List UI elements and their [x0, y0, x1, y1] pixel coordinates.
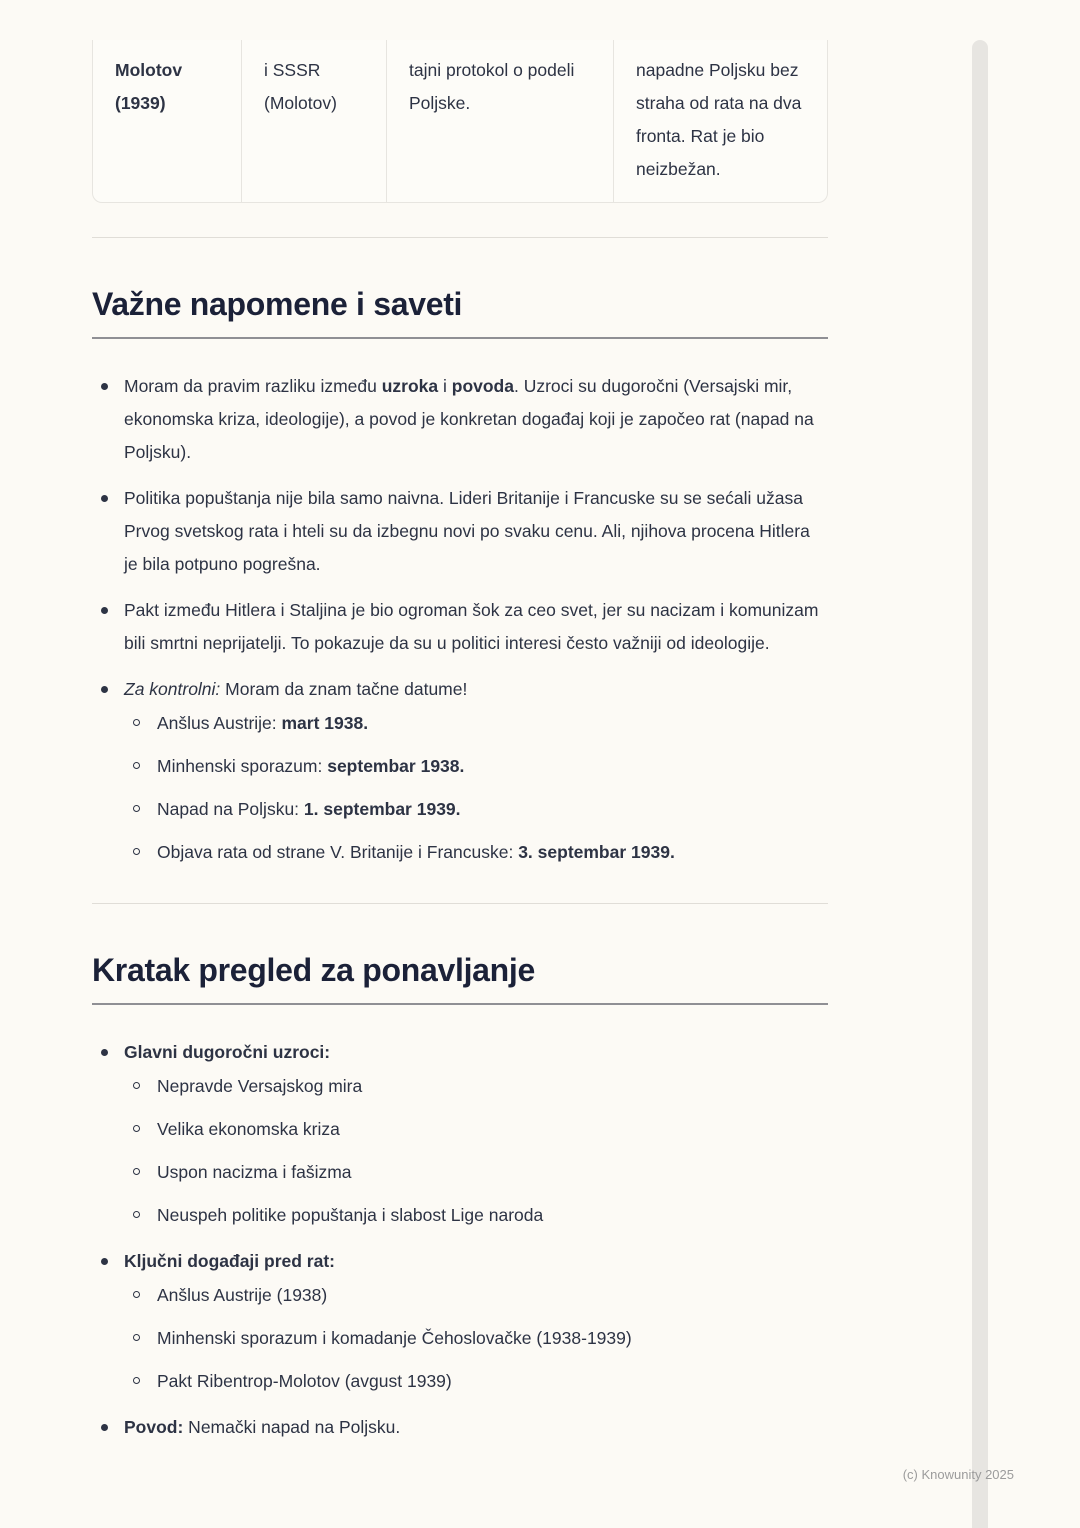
document-content: [92, 0, 828, 1457]
text-segment: . Uzroci su dugoročni (Versajski mir, ekonomska kriza, ideologije), a povod je konkretan događaj koji je započeo rat (napad na Poljsku).: [124, 376, 814, 462]
section-divider: [92, 237, 828, 238]
sublist-item: [124, 793, 828, 826]
text-segment: Neuspeh politike popuštanja i slabost Lige naroda: [157, 1205, 544, 1225]
text-segment: Anšlus Austrije (1938): [157, 1285, 328, 1305]
bold-segment: Ključni događaji pred rat:: [124, 1251, 335, 1271]
table-cell-content: tajni protokol o podeli Poljske.: [386, 40, 613, 202]
italic-segment: Za kontrolni:: [124, 679, 221, 699]
text-segment: Nemački napad na Poljsku.: [183, 1417, 401, 1437]
sublist-item: [124, 707, 828, 740]
events-sublist: [124, 1279, 828, 1398]
review-section-title: Kratak pregled za ponavljanje: [92, 952, 536, 988]
bold-segment: 3. septembar 1939.: [518, 842, 675, 862]
text-segment: Politika popuštanja nije bila samo naivna. Lideri Britanije i Francuske su se sećali užasa Prvog svetskog rata i hteli su da izbegnu novi po svaku cenu. Ali, njihova procena Hitlera je bila potpuno pogrešna.: [124, 488, 810, 574]
heading-rule: [92, 337, 828, 339]
list-item: [92, 673, 828, 869]
review-list: [92, 1036, 828, 1444]
sublist-item: [124, 1279, 828, 1312]
sublist-item: [124, 1322, 828, 1355]
list-item: [92, 594, 828, 660]
text-segment: Objava rata od strane V. Britanije i Francuske:: [157, 842, 519, 862]
text-segment: Uspon nacizma i fašizma: [157, 1162, 352, 1182]
bold-segment: Glavni dugoročni uzroci:: [124, 1042, 331, 1062]
bold-segment: mart 1938.: [281, 713, 369, 733]
table-cell-pact-name: Molotov (1939): [115, 60, 183, 113]
text-segment: Minhenski sporazum i komadanje Čehoslovačke (1938-1939): [157, 1328, 632, 1348]
bold-segment: 1. septembar 1939.: [303, 799, 461, 819]
list-item: [92, 482, 828, 581]
sublist-item: [124, 1070, 828, 1103]
list-item: [92, 1245, 828, 1398]
bold-segment: uzroka: [381, 376, 439, 396]
notes-section-title: Važne napomene i saveti: [92, 286, 463, 322]
sublist-item: [124, 1113, 828, 1146]
bold-segment: septembar 1938.: [327, 756, 465, 776]
table-cell-significance: napadne Poljsku bez straha od rata na dva fronta. Rat je bio neizbežan.: [613, 40, 829, 202]
text-segment: Moram da pravim razliku između: [124, 376, 382, 396]
sublist-item: [124, 1156, 828, 1189]
bold-segment: Povod:: [124, 1417, 184, 1437]
scrollbar[interactable]: [972, 40, 988, 1528]
sublist-item: [124, 1365, 828, 1398]
text-segment: Nepravde Versajskog mira: [157, 1076, 363, 1096]
list-item: [92, 370, 828, 469]
section-divider: [92, 903, 828, 904]
text-segment: Pakt između Hitlera i Staljina je bio ogroman šok za ceo svet, jer su nacizam i komunizam bili smrtni neprijatelji. To pokazuje da su u politici interesi često važniji od ideologije.: [124, 600, 819, 653]
causes-sublist: [124, 1070, 828, 1232]
text-segment: Minhenski sporazum:: [157, 756, 328, 776]
dates-sublist: [124, 707, 828, 869]
sublist-item: [124, 836, 828, 869]
text-segment: Anšlus Austrije:: [157, 713, 282, 733]
text-segment: Pakt Ribentrop-Molotov (avgust 1939): [157, 1371, 452, 1391]
text-segment: Moram da znam tačne datume!: [220, 679, 468, 699]
sublist-item: [124, 750, 828, 783]
notes-list: [92, 370, 828, 869]
text-segment: Napad na Poljsku:: [157, 799, 304, 819]
sublist-item: [124, 1199, 828, 1232]
pacts-table: [92, 40, 828, 203]
table-cell-parties: i SSSR (Molotov): [241, 40, 386, 202]
bold-segment: povoda: [451, 376, 514, 396]
list-item: [92, 1411, 828, 1444]
text-segment: Velika ekonomska kriza: [157, 1119, 340, 1139]
watermark: (c) Knowunity 2025: [902, 1467, 1014, 1482]
list-item: [92, 1036, 828, 1232]
heading-rule: [92, 1003, 828, 1005]
text-segment: i: [438, 376, 452, 396]
